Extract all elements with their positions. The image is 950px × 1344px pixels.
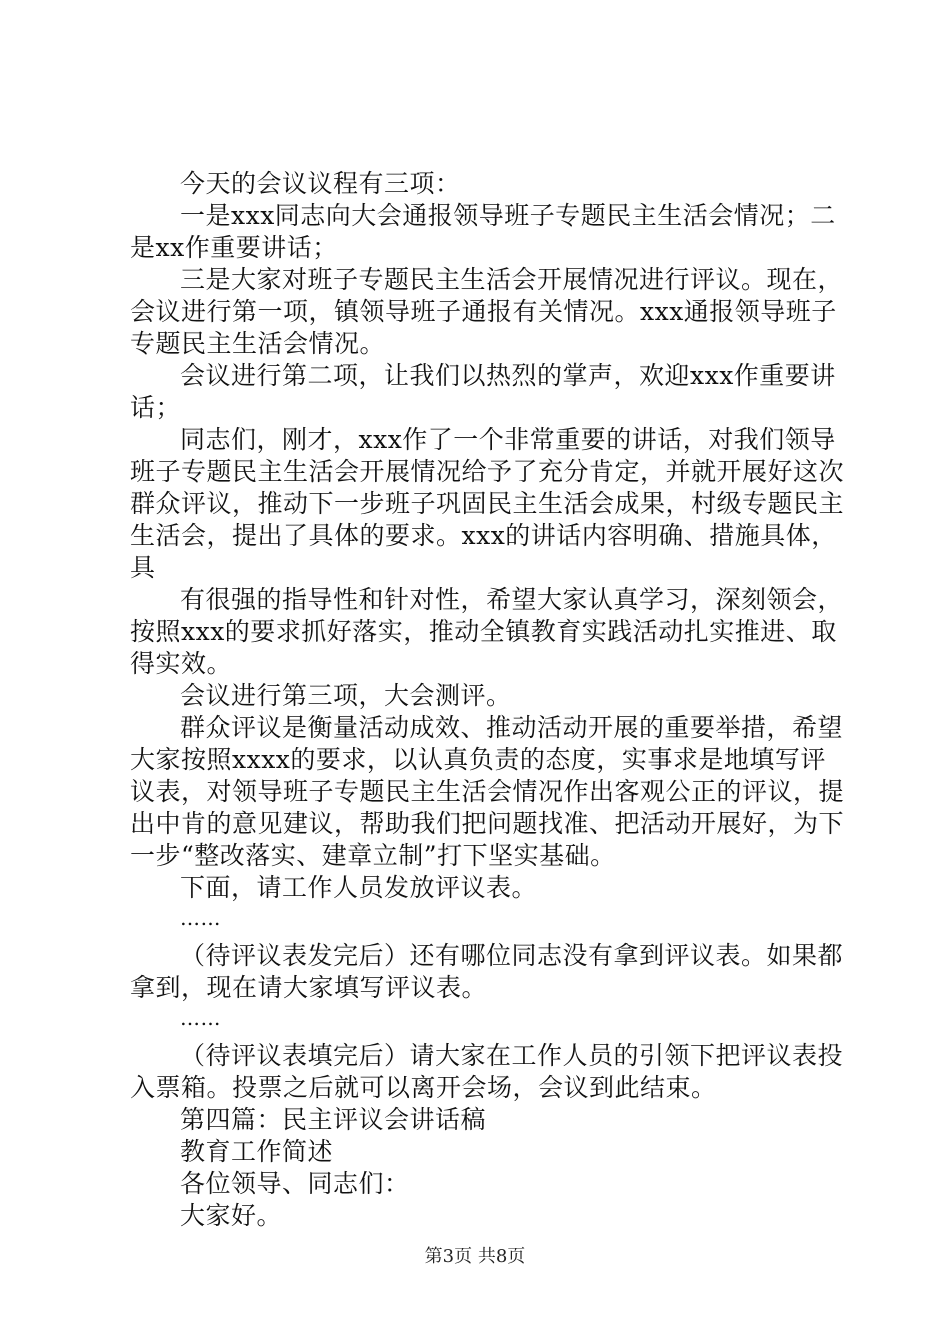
salutation: 各位领导、同志们： bbox=[180, 1169, 410, 1198]
page-number-footer: 第3页 共8页 bbox=[424, 1246, 526, 1267]
section-heading: 第四篇：民主评议会讲话稿 bbox=[180, 1105, 487, 1134]
paragraph: 有很强的指导性和针对性，希望大家认真学习，深刻领会，按照xxx的要求抓好落实，推动全镇教育实践活动扎实推进、取得实效。 bbox=[130, 585, 844, 678]
paragraph: 今天的会议议程有三项： bbox=[180, 169, 461, 198]
paragraph: 教育工作简述 bbox=[180, 1137, 334, 1166]
paragraph: 群众评议是衡量活动成效、推动活动开展的重要举措，希望大家按照xxxx的要求，以认真负责的态度，实事求是地填写评议表，对领导班子专题民主生活会情况作出客观公正的评议，提出中肯的意见建议，帮助我们把问题找准、把活动开展好，为下一步“整改落实、建章立制”打下坚实基础。 bbox=[130, 713, 845, 870]
paragraph: 同志们，刚才，xxx作了一个非常重要的讲话，对我们领导班子专题民主生活会开展情况给予了充分肯定，并就开展好这次群众评议，推动下一步班子巩固民主生活会成果，村级专题民主生活会，提出了具体的要求。xxx的讲话内容明确、措施具体，具 bbox=[130, 425, 845, 582]
paragraph: （待评议表发完后）还有哪位同志没有拿到评议表。如果都拿到，现在请大家填写评议表。 bbox=[130, 941, 844, 1002]
document-body bbox=[130, 168, 850, 1232]
greeting: 大家好。 bbox=[180, 1201, 283, 1230]
ellipsis-line: …… bbox=[180, 906, 221, 930]
ellipsis-line: …… bbox=[180, 1006, 221, 1030]
paragraph: 会议进行第二项，让我们以热烈的掌声，欢迎xxx作重要讲话； bbox=[130, 361, 836, 422]
paragraph: （待评议表填完后）请大家在工作人员的引领下把评议表投入票箱。投票之后就可以离开会场，会议到此结束。 bbox=[130, 1041, 844, 1102]
paragraph: 一是xxx同志向大会通报领导班子专题民主生活会情况；二是xx作重要讲话； bbox=[130, 201, 836, 262]
paragraph: 三是大家对班子专题民主生活会开展情况进行评议。现在，会议进行第一项，镇领导班子通报有关情况。xxx通报领导班子专题民主生活会情况。 bbox=[130, 265, 844, 358]
paragraph: 下面，请工作人员发放评议表。 bbox=[180, 873, 538, 902]
paragraph: 会议进行第三项，大会测评。 bbox=[180, 681, 512, 710]
